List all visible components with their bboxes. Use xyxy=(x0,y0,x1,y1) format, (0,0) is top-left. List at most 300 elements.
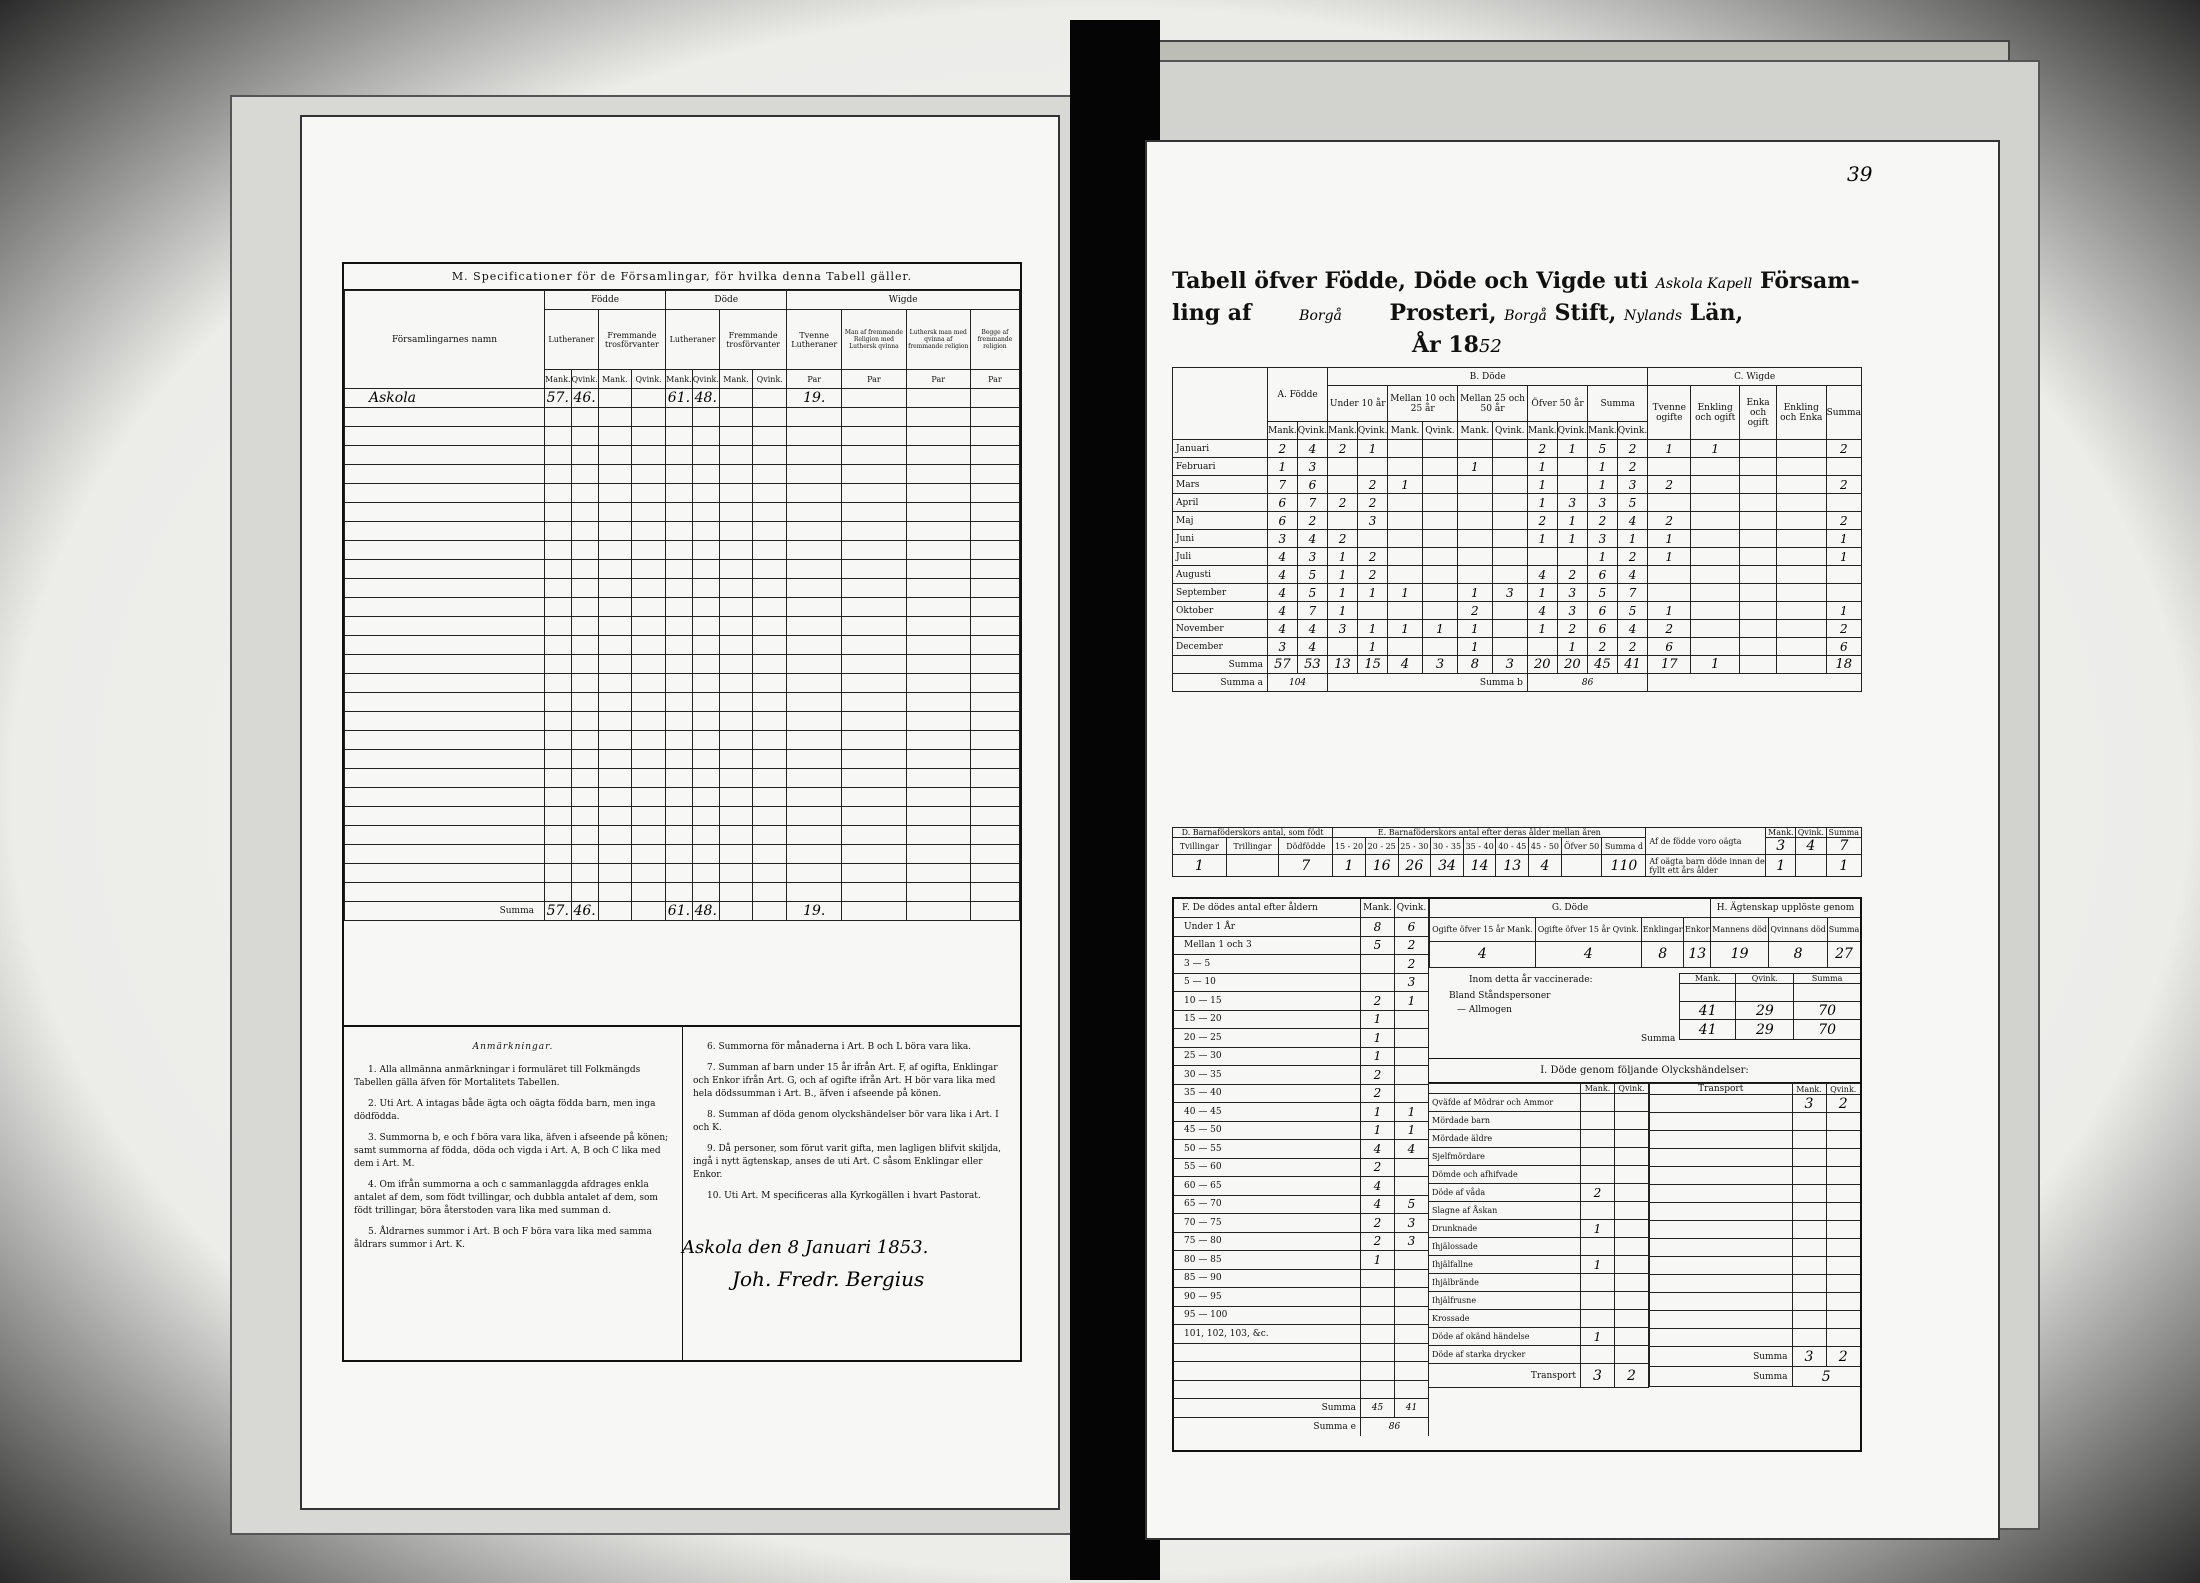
month-value: 5 xyxy=(1297,584,1327,602)
blank-cell xyxy=(842,864,907,883)
accident-value: 2 xyxy=(1581,1184,1615,1202)
month-value: 4 xyxy=(1527,602,1557,620)
blank-cell xyxy=(632,731,666,750)
blank-cell xyxy=(1395,1362,1429,1381)
table-row xyxy=(345,446,1020,465)
blank-cell xyxy=(1792,1149,1826,1167)
blank-cell xyxy=(970,503,1019,522)
table-row xyxy=(345,883,1020,902)
month-value xyxy=(1388,512,1422,530)
blank-cell xyxy=(632,845,666,864)
i-rows xyxy=(1429,1094,1649,1364)
age-value: 1 xyxy=(1361,1251,1395,1270)
blank-cell xyxy=(842,522,907,541)
blank-cell xyxy=(571,693,598,712)
month-value: 7 xyxy=(1268,476,1298,494)
table-row xyxy=(345,731,1020,750)
vacc-cell xyxy=(1680,984,1736,1002)
blank-cell xyxy=(632,655,666,674)
notes-title: Anmärkningar. xyxy=(472,1042,554,1052)
blank-cell xyxy=(345,503,545,522)
month-label: April xyxy=(1173,494,1268,512)
age-label: 30 — 35 xyxy=(1174,1066,1361,1085)
blank-cell xyxy=(719,579,752,598)
blank-cell xyxy=(598,579,631,598)
month-rows xyxy=(1173,440,1862,656)
month-value xyxy=(1492,566,1527,584)
notes-left-column xyxy=(344,1027,682,1360)
blank-cell xyxy=(787,712,842,731)
month-value xyxy=(1422,638,1457,656)
blank-cell xyxy=(753,864,787,883)
blank-cell xyxy=(666,579,693,598)
f-summa-row xyxy=(1174,1399,1429,1418)
section-d-e xyxy=(1172,827,1862,877)
oagta-col: Summa xyxy=(1826,828,1861,838)
blank-cell xyxy=(571,541,598,560)
blank-cell xyxy=(842,788,907,807)
section-f-title: F. De dödes antal efter åldern xyxy=(1174,899,1361,918)
blank-cell xyxy=(545,826,572,845)
blank-cell xyxy=(842,465,907,484)
sex-mank: Mank. xyxy=(1361,899,1395,918)
blank-cell xyxy=(692,826,719,845)
summa-cell xyxy=(906,902,970,921)
blank-cell xyxy=(345,693,545,712)
age-value xyxy=(1395,1010,1429,1029)
month-value xyxy=(1691,584,1740,602)
oagta-col: Qvink. xyxy=(1796,828,1826,838)
blank-cell xyxy=(753,503,787,522)
b-col: Öfver 50 år xyxy=(1527,386,1587,422)
table-row xyxy=(1173,440,1862,458)
blank-cell xyxy=(1826,1257,1860,1275)
month-value: 2 xyxy=(1557,566,1587,584)
blank-cell xyxy=(345,769,545,788)
blank-cell xyxy=(692,750,719,769)
blank-cell xyxy=(906,541,970,560)
table-row xyxy=(1174,1010,1429,1029)
blank-cell xyxy=(545,788,572,807)
blank-cell xyxy=(345,560,545,579)
blank-cell xyxy=(632,769,666,788)
e-col: 20 - 25 xyxy=(1365,838,1398,855)
month-value xyxy=(1648,566,1691,584)
par-label: Par xyxy=(787,370,842,389)
blank-cell xyxy=(842,826,907,845)
notes-box xyxy=(342,1027,1022,1362)
blank-cell xyxy=(571,655,598,674)
blank-cell xyxy=(906,636,970,655)
blank-cell xyxy=(842,446,907,465)
month-value: 6 xyxy=(1588,566,1618,584)
table-row xyxy=(1174,1103,1429,1122)
value-cell: 61. xyxy=(666,389,693,408)
month-value xyxy=(1740,494,1777,512)
blank-cell xyxy=(970,750,1019,769)
h-value: 19 xyxy=(1711,941,1769,967)
month-value: 2 xyxy=(1328,440,1358,458)
blank-cell xyxy=(571,807,598,826)
month-value xyxy=(1777,584,1827,602)
sex-qvink: Qvink. xyxy=(1736,974,1794,984)
blank-cell xyxy=(545,541,572,560)
summa-cell: 57. xyxy=(545,902,572,921)
month-header xyxy=(1173,368,1268,440)
blank-cell xyxy=(545,465,572,484)
blank-cell xyxy=(906,655,970,674)
blank-cell xyxy=(666,465,693,484)
month-value xyxy=(1328,476,1358,494)
blank-cell xyxy=(692,484,719,503)
blank-cell xyxy=(666,864,693,883)
blank-cell xyxy=(842,541,907,560)
table-row xyxy=(1174,918,1429,937)
par-label: Par xyxy=(842,370,907,389)
age-value: 1 xyxy=(1361,1010,1395,1029)
stift-handwritten: Borgå xyxy=(1504,308,1547,324)
age-label: 35 — 40 xyxy=(1174,1084,1361,1103)
month-value xyxy=(1422,494,1457,512)
value-cell: 19. xyxy=(787,389,842,408)
f-summa-value: 45 xyxy=(1361,1399,1395,1418)
age-value: 2 xyxy=(1395,936,1429,955)
age-value: 4 xyxy=(1395,1140,1429,1159)
blank-cell xyxy=(598,655,631,674)
table-row xyxy=(1650,1221,1861,1239)
transport-value: 3 xyxy=(1792,1095,1826,1113)
month-value xyxy=(1422,584,1457,602)
table-row xyxy=(1173,512,1862,530)
blank-cell xyxy=(842,598,907,617)
summa-e-value: 86 xyxy=(1361,1417,1429,1436)
blank-cell xyxy=(632,712,666,731)
summa-cell: 19. xyxy=(787,902,842,921)
blank-cell xyxy=(753,826,787,845)
blank-cell xyxy=(1792,1221,1826,1239)
month-value: 1 xyxy=(1268,458,1298,476)
blank-cell xyxy=(571,826,598,845)
blank-cell xyxy=(598,769,631,788)
blank-cell xyxy=(1792,1185,1826,1203)
accident-value xyxy=(1581,1148,1615,1166)
e-value: 14 xyxy=(1463,855,1496,877)
blank-cell xyxy=(787,522,842,541)
age-value: 1 xyxy=(1395,1121,1429,1140)
summa-value: 41 xyxy=(1617,656,1647,674)
month-value: 1 xyxy=(1826,548,1861,566)
month-value: 1 xyxy=(1328,548,1358,566)
oagta-value: 4 xyxy=(1796,838,1826,855)
age-value xyxy=(1361,1288,1395,1307)
month-value xyxy=(1777,602,1827,620)
age-value: 3 xyxy=(1395,1232,1429,1251)
month-value: 3 xyxy=(1617,476,1647,494)
table-row xyxy=(1173,494,1862,512)
section-c: C. Wigde xyxy=(1648,368,1862,386)
blank-cell xyxy=(692,883,719,902)
blank-cell xyxy=(753,636,787,655)
table-row xyxy=(345,826,1020,845)
e-col: 45 - 50 xyxy=(1529,838,1562,855)
blank-cell xyxy=(719,693,752,712)
h-col: Summa xyxy=(1828,917,1860,941)
blank-cell xyxy=(1361,1380,1395,1399)
blank-cell xyxy=(666,693,693,712)
e-col: Summa d xyxy=(1602,838,1646,855)
month-value: 1 xyxy=(1617,530,1647,548)
blank-cell xyxy=(906,503,970,522)
summa-value: 1 xyxy=(1691,656,1740,674)
blank-cell xyxy=(970,408,1019,427)
blank-cell xyxy=(842,617,907,636)
month-value xyxy=(1691,602,1740,620)
blank-cell xyxy=(345,864,545,883)
group-dode: Döde xyxy=(666,291,787,310)
year-handwritten: 52 xyxy=(1478,336,1502,357)
blank-cell xyxy=(970,560,1019,579)
month-value xyxy=(1422,530,1457,548)
blank-cell xyxy=(666,845,693,864)
summa-value: 20 xyxy=(1527,656,1557,674)
blank-cell xyxy=(1650,1167,1793,1185)
blank-cell xyxy=(1361,1362,1395,1381)
e-value: 110 xyxy=(1602,855,1646,877)
blank-cell xyxy=(842,712,907,731)
month-value: 1 xyxy=(1527,494,1557,512)
month-value xyxy=(1648,494,1691,512)
age-value: 4 xyxy=(1361,1140,1395,1159)
month-value xyxy=(1328,512,1358,530)
e-col: 35 - 40 xyxy=(1463,838,1496,855)
blank-cell xyxy=(1395,1343,1429,1362)
blank-cell xyxy=(345,446,545,465)
blank-cell xyxy=(666,712,693,731)
accident-value xyxy=(1581,1292,1615,1310)
summa-cell xyxy=(842,902,907,921)
month-value: 2 xyxy=(1357,566,1387,584)
value-cell xyxy=(632,389,666,408)
table-row xyxy=(345,674,1020,693)
blank-cell xyxy=(571,864,598,883)
table-row xyxy=(1174,1251,1429,1270)
col-parish-name: Församlingarnes namn xyxy=(345,291,545,389)
blank-cell xyxy=(970,427,1019,446)
blank-cell xyxy=(666,883,693,902)
month-value: 2 xyxy=(1458,602,1492,620)
blank-cell xyxy=(1650,1275,1793,1293)
signature-name: Joh. Fredr. Bergius xyxy=(732,1267,925,1291)
age-label: 75 — 80 xyxy=(1174,1232,1361,1251)
blank-cell xyxy=(345,883,545,902)
e-value: 26 xyxy=(1398,855,1431,877)
title-part: ling af xyxy=(1172,300,1252,326)
blank-cell xyxy=(906,712,970,731)
summa-value: 57 xyxy=(1268,656,1298,674)
blank-cell xyxy=(753,598,787,617)
accident-label: Ihjälbrände xyxy=(1429,1274,1581,1292)
table-row xyxy=(1650,1167,1861,1185)
month-value: 4 xyxy=(1268,584,1298,602)
month-value xyxy=(1777,548,1827,566)
month-value: 5 xyxy=(1297,566,1327,584)
note-3: 3. Summorna b, e och f böra vara lika, äfven i afseende på könen; samt summorna af födda, döda och vigda i Art. A, B och C lika med dem i Art. M. xyxy=(354,1133,669,1169)
table-row xyxy=(1429,1130,1649,1148)
age-value xyxy=(1395,1306,1429,1325)
blank-cell xyxy=(1361,1343,1395,1362)
blank-cell xyxy=(906,883,970,902)
month-value: 4 xyxy=(1297,638,1327,656)
month-value: 1 xyxy=(1557,638,1587,656)
notes-right-column xyxy=(682,1027,1020,1360)
blank-cell xyxy=(970,864,1019,883)
blank-cell xyxy=(598,408,631,427)
month-value xyxy=(1740,602,1777,620)
sex-mank: Mank. xyxy=(1792,1084,1826,1095)
accident-label: Ihjälossade xyxy=(1429,1238,1581,1256)
table-row xyxy=(1174,992,1429,1011)
table-row xyxy=(345,693,1020,712)
group-wigde: Wigde xyxy=(787,291,1020,310)
table-row xyxy=(1174,1158,1429,1177)
wigde-col-1: Tvenne Lutheraner xyxy=(787,310,842,370)
month-value xyxy=(1826,494,1861,512)
blank-cell xyxy=(753,788,787,807)
blank-cell xyxy=(1650,1095,1793,1113)
blank-cell xyxy=(842,731,907,750)
blank-cell xyxy=(1826,1185,1860,1203)
summa-value: 53 xyxy=(1297,656,1327,674)
blank-cell xyxy=(598,503,631,522)
table-row xyxy=(345,636,1020,655)
blank-cell xyxy=(545,579,572,598)
month-value: 5 xyxy=(1588,584,1618,602)
month-value xyxy=(1826,566,1861,584)
blank-cell xyxy=(632,636,666,655)
table-row xyxy=(345,864,1020,883)
e-value xyxy=(1561,855,1602,877)
age-value: 8 xyxy=(1361,918,1395,937)
vaccination-row-label: — Allmogen xyxy=(1457,1005,1512,1015)
month-value: 3 xyxy=(1328,620,1358,638)
blank-cell xyxy=(632,674,666,693)
signature-place-date: Askola den 8 Januari 1853. xyxy=(682,1237,929,1258)
blank-cell xyxy=(692,465,719,484)
sex-header: Qvink. xyxy=(1617,422,1647,440)
wigde-col-4: Begge af fremmande religion xyxy=(970,310,1019,370)
month-value: 1 xyxy=(1648,548,1691,566)
age-value: 1 xyxy=(1395,1103,1429,1122)
note-9: 9. Då personer, som förut varit gifta, men lagligen blifvit skiljda, ingå i nytt ägtenskap, anses de uti Art. C såsom Enklingar eller Enkor. xyxy=(693,1144,1001,1180)
oagta-col: Mank. xyxy=(1766,828,1796,838)
summa-value xyxy=(1777,656,1827,674)
blank-cell xyxy=(970,674,1019,693)
age-label: Under 1 År xyxy=(1174,918,1361,937)
blank-cell xyxy=(632,541,666,560)
blank-cell xyxy=(598,845,631,864)
summa-value: 20 xyxy=(1557,656,1587,674)
blank-cell xyxy=(692,541,719,560)
table-row xyxy=(1174,955,1429,974)
month-label: September xyxy=(1173,584,1268,602)
month-value xyxy=(1648,458,1691,476)
month-value: 1 xyxy=(1557,440,1587,458)
e-col: 25 - 30 xyxy=(1398,838,1431,855)
vacc-summa: 70 xyxy=(1794,1020,1860,1040)
table-row xyxy=(1173,584,1862,602)
blank-rows xyxy=(345,408,1020,902)
blank-cell xyxy=(666,427,693,446)
month-value xyxy=(1527,548,1557,566)
blank-cell xyxy=(970,883,1019,902)
sub-lutheraner-fodde: Lutheraner xyxy=(545,310,599,370)
blank-cell xyxy=(345,750,545,769)
age-value: 4 xyxy=(1361,1177,1395,1196)
blank-cell xyxy=(1174,1362,1361,1381)
specification-table-box xyxy=(342,262,1022,1027)
month-value: 2 xyxy=(1527,440,1557,458)
vacc-cell xyxy=(1794,984,1860,1002)
summa-value xyxy=(1740,656,1777,674)
table-row xyxy=(345,598,1020,617)
vacc-value: 41 xyxy=(1680,1002,1736,1020)
blank-cell xyxy=(719,522,752,541)
blank-cell xyxy=(842,427,907,446)
blank-cell xyxy=(719,484,752,503)
summa-label: Summa xyxy=(1650,1367,1793,1387)
blank-cell xyxy=(598,541,631,560)
table-row xyxy=(1174,1084,1429,1103)
blank-cell xyxy=(345,465,545,484)
blank-cell xyxy=(345,617,545,636)
blank-cell xyxy=(1826,1239,1860,1257)
age-label: 50 — 55 xyxy=(1174,1140,1361,1159)
blank-cell xyxy=(692,864,719,883)
age-label: 70 — 75 xyxy=(1174,1214,1361,1233)
blank-cell xyxy=(787,693,842,712)
month-value xyxy=(1740,620,1777,638)
month-value: 2 xyxy=(1617,548,1647,566)
month-value: 1 xyxy=(1588,458,1618,476)
accident-value xyxy=(1615,1238,1649,1256)
blank-cell xyxy=(666,541,693,560)
month-value: 7 xyxy=(1297,602,1327,620)
table-row xyxy=(345,522,1020,541)
title-part: Försam- xyxy=(1759,268,1860,294)
value-cell xyxy=(906,389,970,408)
section-h-title: H. Ägtenskap upplöste genom xyxy=(1711,899,1861,917)
blank-cell xyxy=(842,845,907,864)
blank-cell xyxy=(571,579,598,598)
month-value: 1 xyxy=(1527,530,1557,548)
blank-cell xyxy=(906,598,970,617)
table-row xyxy=(1429,1184,1649,1202)
month-value: 2 xyxy=(1617,458,1647,476)
month-value xyxy=(1826,584,1861,602)
parish-name-cell: Askola xyxy=(345,389,545,408)
table-row xyxy=(1429,1346,1649,1364)
accident-label: Krossade xyxy=(1429,1310,1581,1328)
table-row xyxy=(345,750,1020,769)
blank-cell xyxy=(666,446,693,465)
month-label: Mars xyxy=(1173,476,1268,494)
age-value xyxy=(1361,1306,1395,1325)
sex-header: Qvink. xyxy=(1557,422,1587,440)
month-value: 2 xyxy=(1588,638,1618,656)
month-value: 6 xyxy=(1268,512,1298,530)
blank-cell xyxy=(719,807,752,826)
par-label: Par xyxy=(906,370,970,389)
